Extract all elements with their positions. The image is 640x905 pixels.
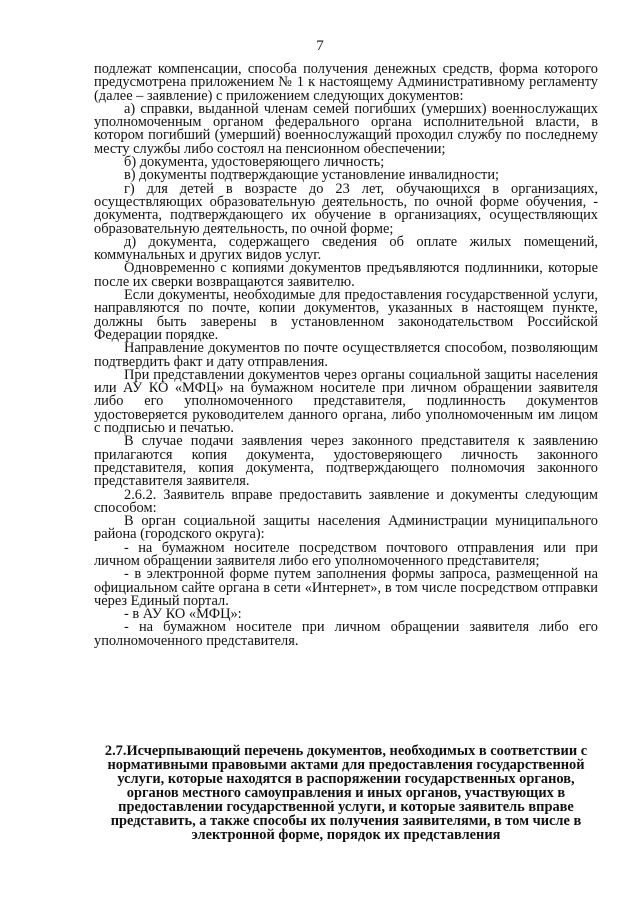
paragraph: - в электронной форме путем заполнения формы запроса, размещенной на официальном сайте органа в сети «Интернет», в том числе посредством отправки через Единый портал. <box>94 566 598 609</box>
paragraph: Направление документов по почте осуществляется способом, позволяющим подтвердить факт и дату отправления. <box>94 340 598 370</box>
paragraph: В орган социальной защиты населения Администрации муниципального района (городского округа): <box>94 513 598 543</box>
document-body <box>94 63 598 648</box>
page-number: 7 <box>316 38 324 54</box>
paragraph: подлежат компенсации, способа получения денежных средств, форма которого предусмотрена приложением № 1 к настоящему Административному регламенту (далее – заявление) с приложением следующих документов: <box>94 61 598 104</box>
paragraph: Одновременно с копиями документов предъявляются подлинники, которые после их сверки возвращаются заявителю. <box>94 260 598 290</box>
paragraph: Если документы, необходимые для предоставления государственной услуги, направляются по почте, копии документов, указанных в настоящем пункте, должны быть заверены в установленном законодательством Российской Федерации порядке. <box>94 287 598 343</box>
paragraph: в) документы подтверждающие установление инвалидности; <box>124 167 500 184</box>
paragraph: - на бумажном носителе при личном обращении заявителя либо его уполномоченного представителя. <box>94 619 598 649</box>
paragraph: - на бумажном носителе посредством почтового отправления или при личном обращении заявителя либо его уполномоченного представителя; <box>94 539 598 569</box>
paragraph: а) справки, выданной членам семей погибших (умерших) военнослужащих уполномоченным органом федерального органа исполнительной власти, в котором погибший (умерший) военнослужащий проходил службу по последнему месту службы либо состоял на пенсионном обеспечении; <box>94 100 598 157</box>
paragraph: г) для детей в возрасте до 23 лет, обучающихся в организациях, осуществляющих образовательную деятельность, по очной форме обучения, - документа, подтверждающего их обучение в организациях, осуществляющих образовательную деятельность, по очной форме; <box>94 180 598 237</box>
paragraph: 2.6.2. Заявитель вправе предоставить заявление и документы следующим способом: <box>94 486 598 516</box>
paragraph: д) документа, содержащего сведения об оплате жилых помещений, коммунальных и других видов услуг. <box>94 233 598 264</box>
section-heading <box>94 744 598 842</box>
paragraph: - в АУ КО «МФЦ»: <box>124 606 242 623</box>
paragraph: В случае подачи заявления через законного представителя к заявлению прилагаются копия документа, удостоверяющего личность законного представителя, копия документа, подтверждающего полномочия законного представителя заявителя. <box>94 433 598 490</box>
paragraph: При представлении документов через органы социальной защиты населения или АУ КО «МФЦ» на бумажном носителе при личном обращении заявителя либо его уполномоченного представителя, подлинность документов удостоверяется руководителем данного органа, либо уполномоченным им лицом с подписью и печатью. <box>94 366 598 437</box>
paragraph: б) документа, удостоверяющего личность; <box>124 154 385 171</box>
section-heading-text: 2.7.Исчерпывающий перечень документов, необходимых в соответствии с нормативными правовыми актами для предоставления государственной услуги, которые находятся в распоряжении государственных органов, органов местного самоуправления и иных органов, участвующих в предоставлении государственной услуги, и которые заявитель вправе представить, а также способы их получения заявителями, в том числе в электронной форме, порядок их представления <box>104 743 588 843</box>
